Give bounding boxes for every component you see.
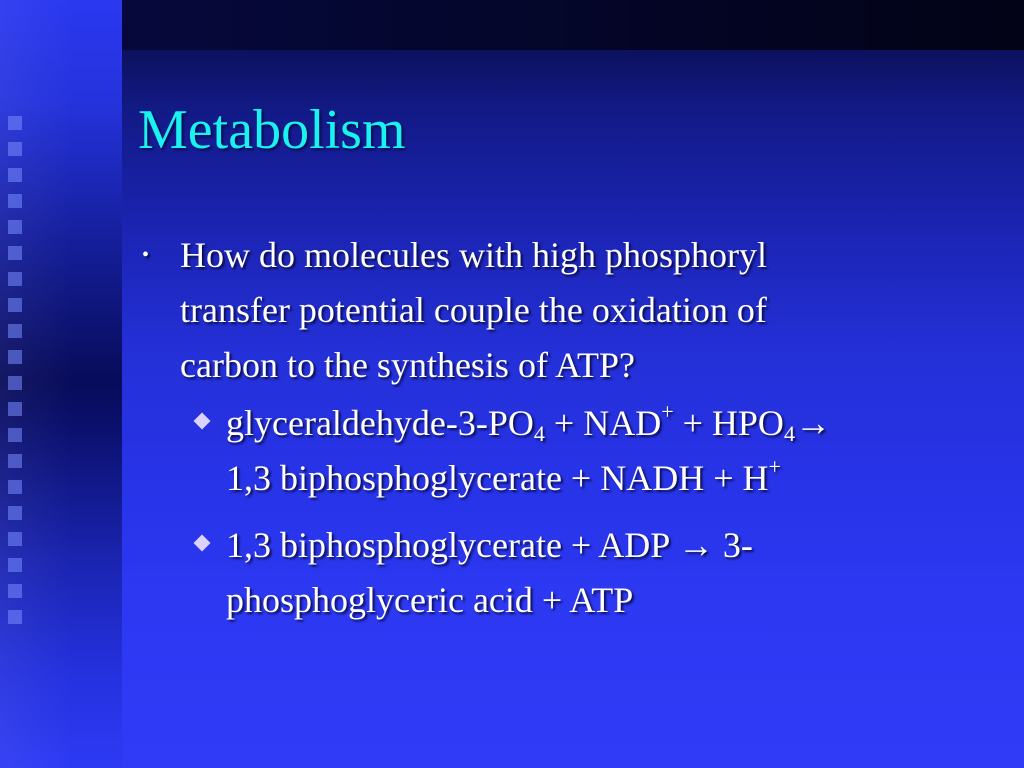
decorative-square — [8, 428, 22, 442]
slide-title: Metabolism — [138, 99, 406, 161]
decorative-square — [8, 194, 22, 208]
decorative-square — [8, 532, 22, 546]
decorative-square — [8, 142, 22, 156]
main-bullet-line-2: transfer potential couple the oxidation of — [180, 290, 767, 330]
main-bullet — [140, 228, 1010, 393]
decorative-square — [8, 480, 22, 494]
decorative-square — [8, 272, 22, 286]
decorative-square — [8, 402, 22, 416]
subscript: 4 — [533, 421, 545, 446]
slide-body — [140, 228, 1010, 628]
decorative-square — [8, 376, 22, 390]
reaction-1-reactant-text: glyceraldehyde-3-PO — [226, 403, 534, 443]
decorative-square — [8, 246, 22, 260]
reaction-1-product-text: 1,3 biphosphoglycerate + NADH + H — [226, 458, 769, 498]
sub-bullet-2 — [140, 518, 1010, 628]
main-bullet-line-1: How do molecules with high phosphoryl — [180, 235, 767, 275]
main-bullet-line-3: carbon to the synthesis of ATP? — [180, 345, 635, 385]
subscript: 4 — [783, 421, 795, 446]
reaction-1-hpo-text: + HPO — [673, 403, 784, 443]
decorative-square — [8, 506, 22, 520]
decorative-square — [8, 324, 22, 338]
top-dark-band — [122, 0, 1024, 50]
bullet-dot-icon: • — [142, 244, 150, 266]
decorative-square — [8, 116, 22, 130]
decorative-square-column — [8, 116, 24, 636]
sub-bullet-2-line-2: phosphoglyceric acid + ATP — [226, 580, 634, 620]
decorative-square — [8, 168, 22, 182]
decorative-square — [8, 350, 22, 364]
superscript: + — [661, 399, 674, 424]
decorative-square — [8, 220, 22, 234]
decorative-square — [8, 584, 22, 598]
sub-bullet-1-line-2 — [226, 451, 1010, 506]
sub-bullet-2-line-1: 1,3 biphosphoglycerate + ADP → 3- — [226, 525, 753, 565]
sub-bullet-1 — [140, 396, 1010, 506]
diamond-icon — [194, 413, 211, 430]
superscript: + — [768, 454, 781, 479]
decorative-square — [8, 610, 22, 624]
decorative-square — [8, 454, 22, 468]
decorative-square — [8, 558, 22, 572]
decorative-square — [8, 298, 22, 312]
diamond-icon — [194, 535, 211, 552]
sub-bullet-1-line-1 — [226, 396, 1010, 451]
reaction-1-nad-text: + NAD — [544, 403, 662, 443]
reaction-arrow-icon: → — [794, 403, 831, 443]
